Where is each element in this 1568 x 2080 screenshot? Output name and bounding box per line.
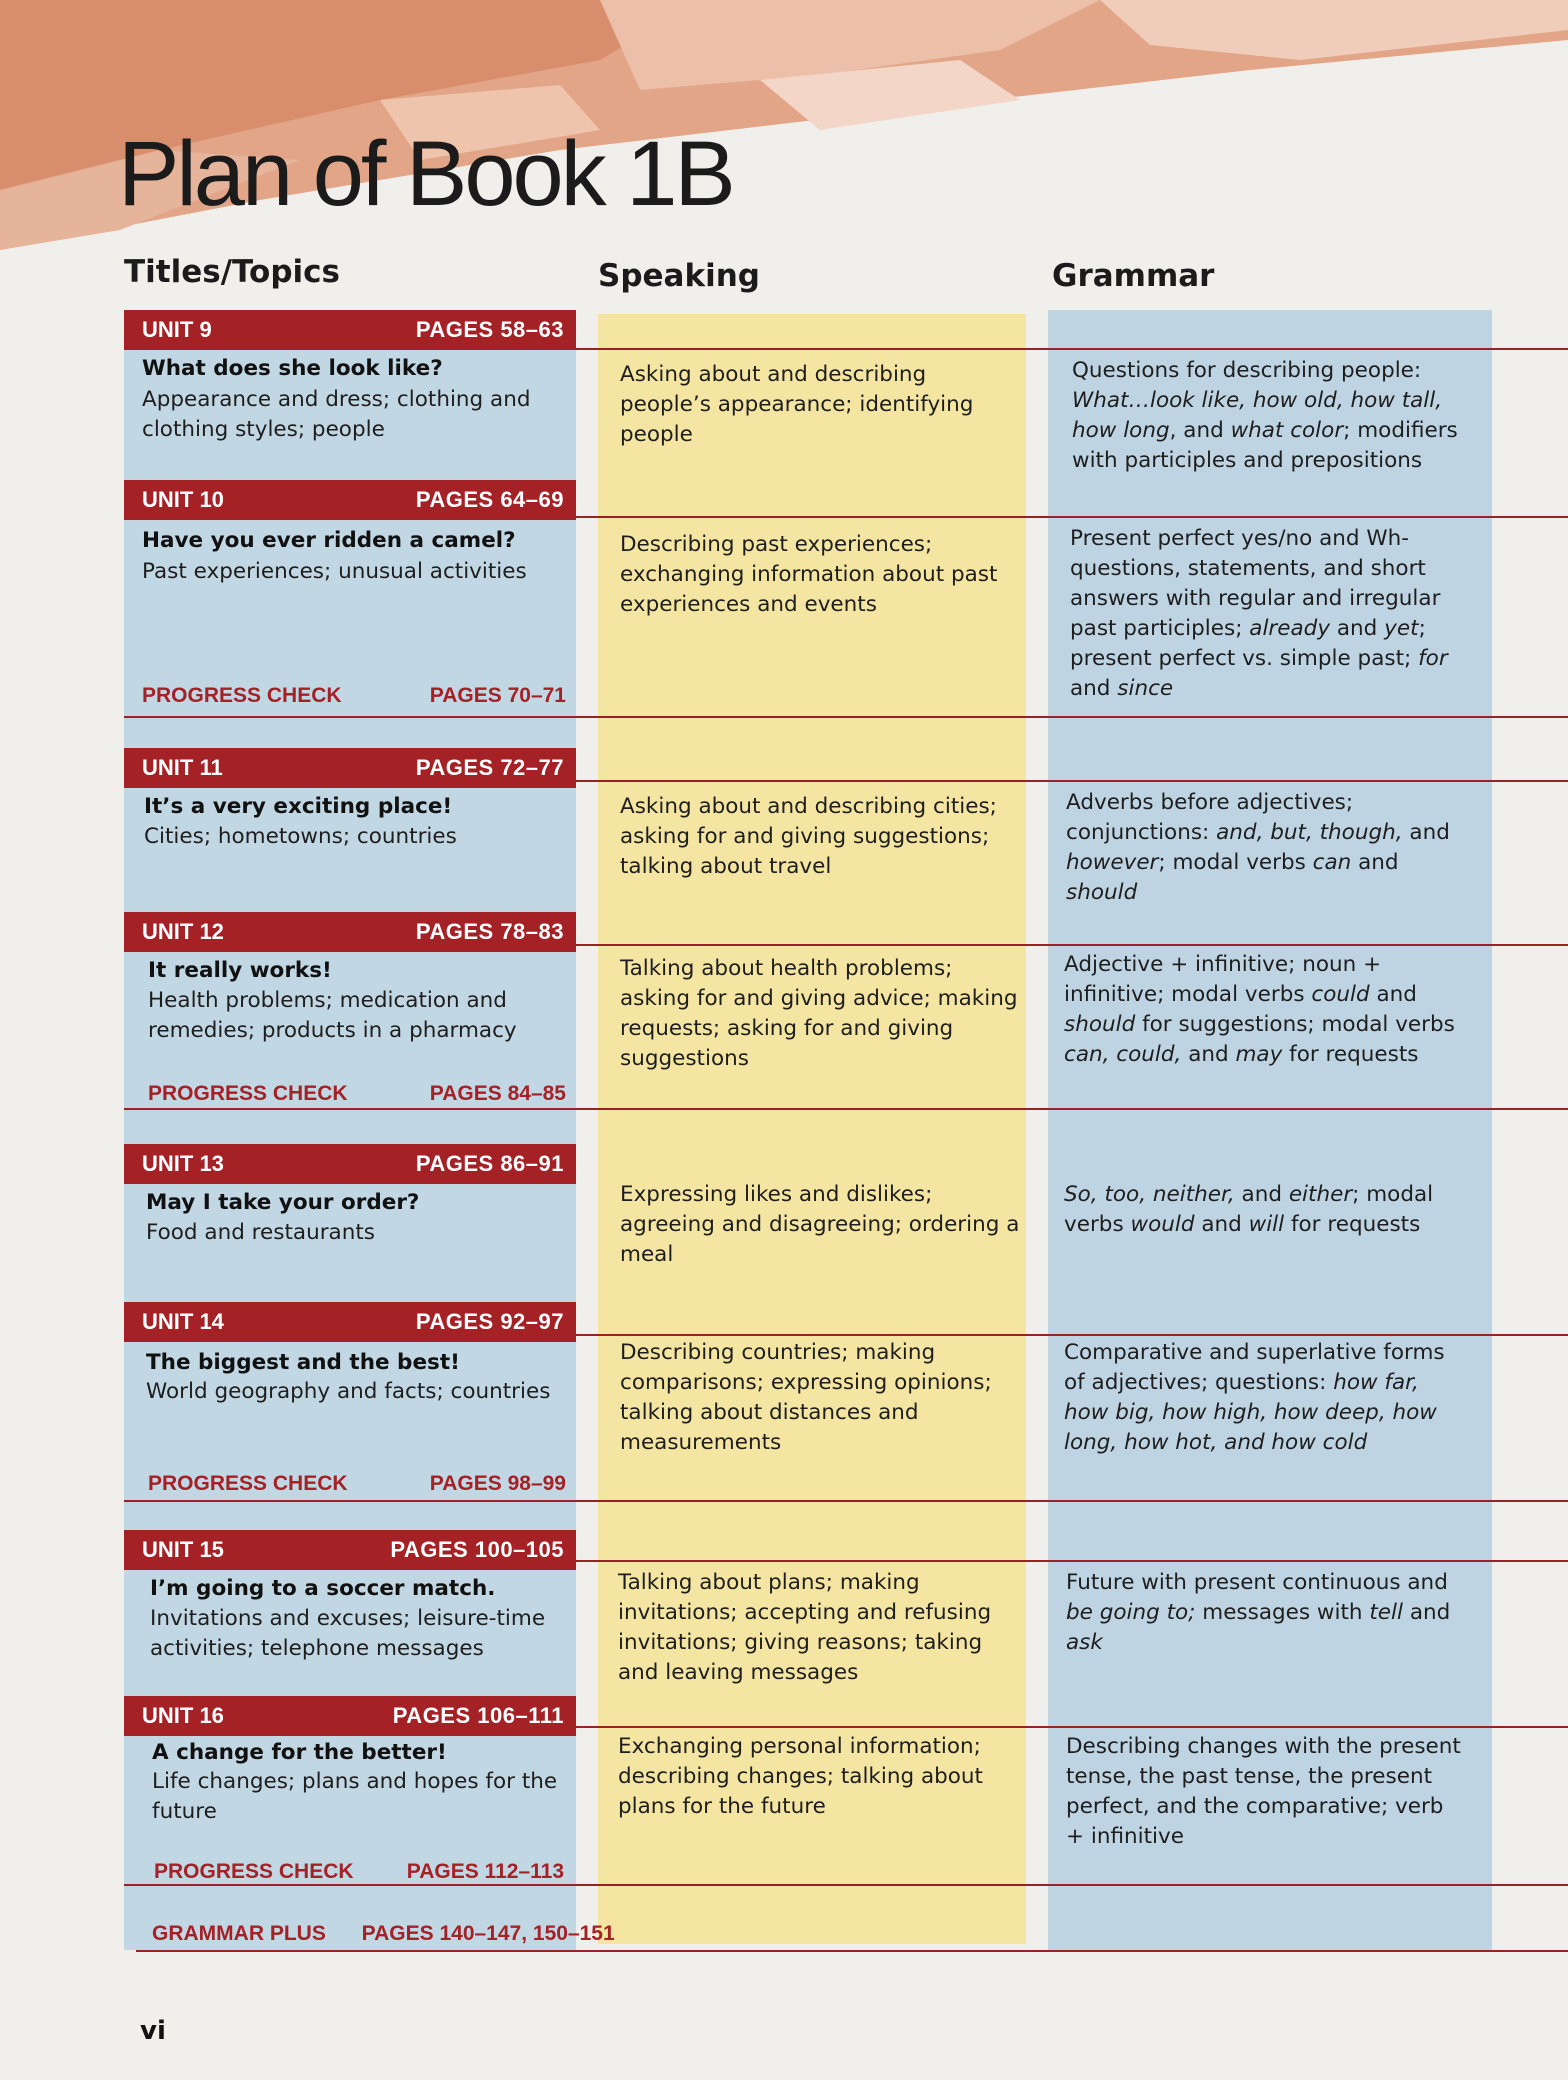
grammar-cell: Future with present continuous and be going to; messages with tell and ask: [1066, 1570, 1451, 1655]
unit-topics: Invitations and excuses; leisure-time activities; telephone messages: [150, 1606, 546, 1661]
speaking-cell: Asking about and describing people’s appearance; identifying people: [620, 362, 974, 447]
unit-label: UNIT 11: [142, 755, 223, 780]
grammar-cell: Questions for describing people: What…look like, how old, how tall, how long, and what color; modifiers with participles and prepositions: [1072, 358, 1458, 473]
unit-label: UNIT 16: [142, 1703, 224, 1728]
unit-pages: PAGES 64–69: [415, 487, 564, 512]
unit-bar: [124, 748, 576, 788]
progress-check-label: PROGRESS CHECK: [142, 684, 342, 707]
unit-topics: World geography and facts; countries: [146, 1379, 551, 1404]
unit-title: What does she look like?: [142, 356, 443, 381]
unit-title: A change for the better!: [152, 1740, 447, 1765]
unit-bar: [124, 1530, 576, 1570]
row-rule: [576, 780, 1568, 782]
unit-bar: [124, 480, 576, 520]
unit-bar: [124, 1696, 576, 1736]
grammar-cell: Comparative and superlative forms of adjectives; questions: how far, how big, how high, how deep, how long, how hot, and how cold: [1064, 1340, 1445, 1455]
grammar-plus-label: GRAMMAR PLUS: [152, 1922, 326, 1945]
speaking-cell: Exchanging personal information; describing changes; talking about plans for the future: [618, 1734, 983, 1819]
unit-title: The biggest and the best!: [146, 1350, 460, 1375]
unit-topics: Past experiences; unusual activities: [142, 559, 527, 584]
speaking-cell: Asking about and describing cities; asking for and giving suggestions; talking about travel: [620, 794, 997, 879]
unit-title: It’s a very exciting place!: [144, 794, 453, 819]
progress-check-label: PROGRESS CHECK: [148, 1472, 348, 1495]
unit-bar: [124, 1144, 576, 1184]
speaking-cell: Expressing likes and dislikes; agreeing and disagreeing; ordering a meal: [620, 1182, 1020, 1267]
unit-label: UNIT 13: [142, 1151, 224, 1176]
row-rule: [576, 1726, 1568, 1728]
unit-title: May I take your order?: [146, 1190, 420, 1215]
grammar-plus: [152, 1922, 615, 1946]
unit-label: UNIT 14: [142, 1309, 224, 1334]
row-rule: [136, 1950, 1568, 1952]
row-rule: [576, 348, 1568, 350]
unit-label: UNIT 15: [142, 1537, 224, 1562]
unit-pages: PAGES 100–105: [390, 1537, 564, 1562]
unit-bar: [124, 1302, 576, 1342]
progress-check-pages: PAGES 70–71: [429, 684, 566, 707]
row-rule: [576, 944, 1568, 946]
unit-label: UNIT 10: [142, 487, 224, 512]
column-header-speaking: Speaking: [598, 258, 760, 294]
unit-title: Have you ever ridden a camel?: [142, 528, 516, 553]
grammar-cell: Describing changes with the present tense, the past tense, the present perfect, and the comparative; verb + infinitive: [1066, 1734, 1461, 1849]
speaking-cell: Talking about health problems; asking for and giving advice; making requests; asking for and giving suggestions: [620, 956, 1018, 1071]
column-header-grammar: Grammar: [1052, 258, 1215, 294]
unit-label: UNIT 12: [142, 919, 224, 944]
unit-pages: PAGES 72–77: [415, 755, 564, 780]
unit-label: UNIT 9: [142, 317, 212, 342]
row-rule: [576, 1334, 1568, 1336]
unit-title: It really works!: [148, 958, 332, 983]
unit-bar: [124, 310, 576, 350]
row-rule: [576, 516, 1568, 518]
row-rule: [124, 1884, 1568, 1886]
grammar-cell: So, too, neither, and either; modal verbs would and will for requests: [1064, 1182, 1434, 1237]
column-header-titles: Titles/Topics: [124, 254, 340, 290]
grammar-cell: Present perfect yes/no and Wh-questions, statements, and short answers with regular and irregular past participles; already and yet; present perfect vs. simple past; for and since: [1070, 526, 1448, 701]
unit-topics: Life changes; plans and hopes for the future: [152, 1769, 558, 1824]
row-rule: [124, 716, 1568, 718]
unit-pages: PAGES 86–91: [415, 1151, 564, 1176]
row-rule: [124, 1108, 1568, 1110]
unit-bar: [124, 912, 576, 952]
progress-check-label: PROGRESS CHECK: [154, 1860, 354, 1883]
speaking-cell: Describing countries; making comparisons; expressing opinions; talking about distances and measurements: [620, 1340, 992, 1455]
unit-title: I’m going to a soccer match.: [150, 1576, 496, 1601]
unit-pages: PAGES 58–63: [415, 317, 564, 342]
speaking-cell: Talking about plans; making invitations; accepting and refusing invitations; giving reasons; taking and leaving messages: [618, 1570, 992, 1685]
speaking-cell: Describing past experiences; exchanging information about past experiences and events: [620, 532, 998, 617]
unit-topics: Health problems; medication and remedies; products in a pharmacy: [148, 988, 517, 1043]
progress-check-label: PROGRESS CHECK: [148, 1082, 348, 1105]
grammar-plus-pages: PAGES 140–147, 150–151: [361, 1922, 615, 1945]
progress-check: [154, 1860, 564, 1884]
unit-pages: PAGES 106–111: [392, 1703, 564, 1728]
progress-check-pages: PAGES 98–99: [429, 1472, 566, 1495]
progress-check: [148, 1082, 566, 1106]
progress-check-pages: PAGES 112–113: [406, 1860, 564, 1883]
page-title: Plan of Book 1B: [118, 123, 733, 225]
page-number: vi: [140, 2016, 166, 2046]
unit-pages: PAGES 78–83: [415, 919, 564, 944]
grammar-cell: Adverbs before adjectives; conjunctions: and, but, though, and however; modal verbs can and should: [1066, 790, 1450, 905]
progress-check: [142, 684, 566, 708]
unit-topics: Cities; hometowns; countries: [144, 824, 457, 849]
unit-pages: PAGES 92–97: [415, 1309, 564, 1334]
row-rule: [124, 1500, 1568, 1502]
progress-check-pages: PAGES 84–85: [429, 1082, 566, 1105]
progress-check: [148, 1472, 566, 1496]
unit-topics: Appearance and dress; clothing and clothing styles; people: [142, 387, 531, 442]
grammar-cell: Adjective + infinitive; noun + infinitive; modal verbs could and should for suggestions; modal verbs can, could, and may for requests: [1064, 952, 1455, 1067]
unit-topics: Food and restaurants: [146, 1220, 375, 1245]
row-rule: [576, 1560, 1568, 1562]
